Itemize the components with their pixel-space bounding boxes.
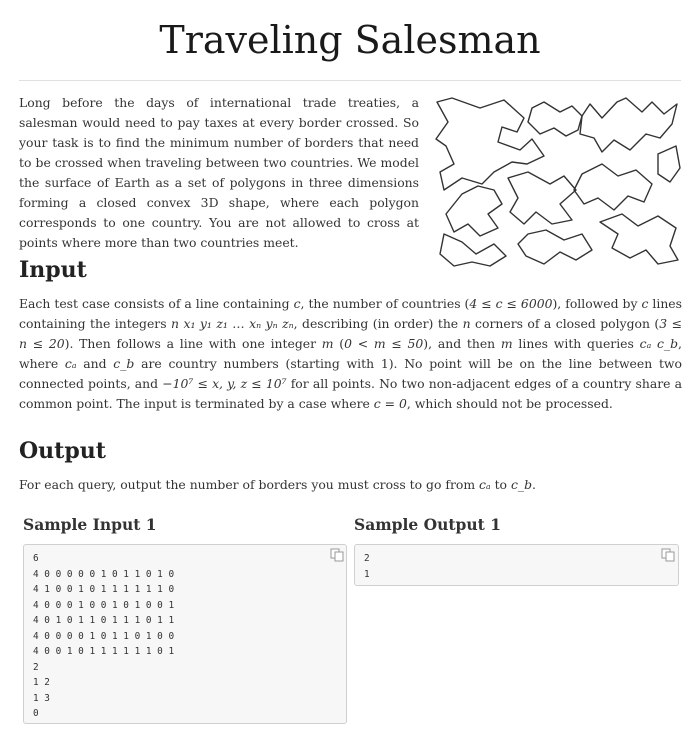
copy-icon[interactable] bbox=[661, 548, 675, 562]
output-description: For each query, output the number of borders you must cross to go from cₐ to c_b. bbox=[19, 477, 536, 492]
input-description: Each test case consists of a line containing c, the number of countries (4 ≤ c ≤ 6000), followed by c lines containing the integers n x₁ y₁ z₁ … xₙ yₙ zₙ, describing (in order) the n corners of a closed polygon (3 ≤ n ≤ 20). Then follows a line with one integer m (0 < m ≤ 50), and then m lines with queries cₐ c_b, where cₐ and c_b are country numbers (starting with 1). No point will be on the line between two connected points, and −10⁷ ≤ x, y, z ≤ 10⁷ for all points. No two non-adjacent edges of a country share a common point. The input is terminated by a case where c = 0, which should not be processed. bbox=[19, 296, 683, 411]
country-polygons-illustration bbox=[432, 94, 682, 269]
sample-output-label: Sample Output 1 bbox=[354, 515, 502, 534]
input-heading: Input bbox=[19, 257, 87, 283]
sample-input-label: Sample Input 1 bbox=[23, 515, 157, 534]
copy-icon[interactable] bbox=[330, 548, 344, 562]
intro-paragraph: Long before the days of international trade treaties, a salesman would need to pay taxes at every border crossed. So your task is to find the minimum number of borders that need to be crossed when traveling between two countries. We model the surface of Earth as a set of polygons in three dimensions forming a closed convex 3D shape, where each polygon corresponds to one country. You are not allowed to cross at points where more than two countries meet. bbox=[19, 95, 419, 250]
sample-input-box[interactable]: 6 4 0 0 0 0 0 1 0 1 1 0 1 0 4 1 0 0 1 0 1 1 1 1 1 1 0 4 0 0 0 1 0 0 1 0 1 0 0 1 4 0 1 0 1 1 0 1 1 1 0 1 1 4 0 0 0 0 1 0 1 1 0 1 0 0 4 0 0 1 0 1 1 1 1 1 1 0 1 2 1 2 1 3 0 bbox=[23, 544, 347, 724]
page-title: Traveling Salesman bbox=[159, 18, 541, 62]
output-heading: Output bbox=[19, 438, 106, 464]
sample-output-box[interactable]: 2 1 bbox=[354, 544, 679, 586]
title-divider bbox=[19, 80, 681, 81]
